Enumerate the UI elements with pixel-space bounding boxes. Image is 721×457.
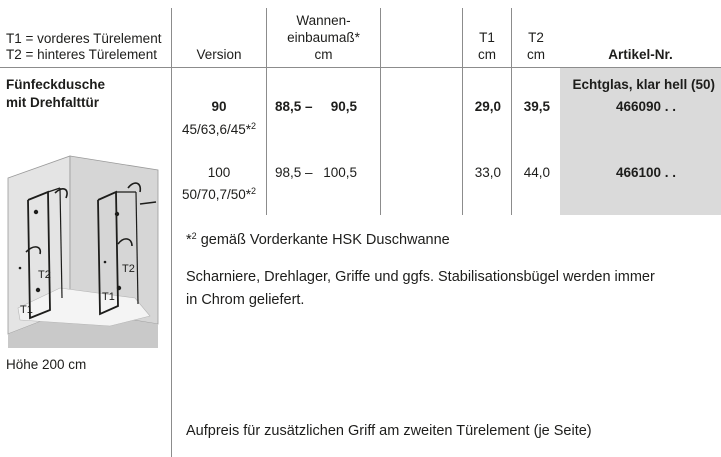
illustration-label-t1-right: T1 (102, 291, 115, 303)
product-height: Höhe 200 cm (6, 357, 87, 372)
illustration-right-handle (104, 261, 107, 264)
hinges-note: Scharniere, Drehlager, Griffe und ggfs. Stabilisationsbügel werden immer in Chrom geliefert. (186, 269, 655, 308)
product-title-line2: mit Drehfalttür (6, 95, 100, 110)
illustration-left-handle (19, 267, 22, 270)
row2-version-detail: 50/70,7/50*$^2$ (181, 186, 257, 202)
illustration-right-hinge-2 (117, 286, 121, 290)
footnote: *$^2$ gemäß Vorderkante HSK Duschwanne (186, 231, 450, 248)
illustration-label-t2-left: T2 (38, 269, 51, 281)
column-divider-wanne (380, 8, 381, 215)
header-rule (0, 67, 721, 68)
row1-version-detail: 45/63,6/45*$^2$ (181, 121, 257, 137)
row1-artikel: 466090 . . (615, 99, 676, 114)
illustration-right-hinge-1 (115, 212, 119, 216)
illustration-label-t2-right: T2 (122, 263, 135, 275)
shower-illustration (0, 148, 160, 348)
header-t2-unit: cm (527, 47, 545, 62)
glass-label: Echtglas, klar hell (50) (572, 77, 715, 92)
row1-wanne-from: 88,5 – (275, 99, 313, 114)
row2-wanne-from: 98,5 – (275, 165, 313, 180)
header-wanne-line2: einbaumaß* (287, 30, 360, 45)
row2-version: 100 (207, 165, 231, 180)
header-wanne-line1: Wannen- (296, 13, 351, 28)
illustration-left-hinge-1 (34, 210, 38, 214)
surcharge-note: Aufpreis für zusätzlichen Griff am zweiten Türelement (je Seite) (186, 423, 592, 439)
header-artikel: Artikel-Nr. (608, 47, 673, 62)
illustration-left-hinge-2 (36, 288, 40, 292)
row2-t1: 33,0 (474, 165, 501, 180)
row1-t2: 39,5 (523, 99, 550, 114)
header-t2: T2 (528, 30, 544, 45)
header-t1-unit: cm (478, 47, 496, 62)
legend-t2: T2 = hinteres Türelement (6, 47, 157, 62)
row1-wanne-to: 90,5 (330, 99, 357, 114)
product-title-line1: Fünfeckdusche (6, 77, 106, 92)
row1-t1: 29,0 (474, 99, 501, 114)
row2-wanne-to: 100,5 (323, 165, 357, 180)
row1-version: 90 (211, 99, 227, 114)
header-t1: T1 (479, 30, 495, 45)
row2-artikel: 466100 . . (615, 165, 676, 180)
illustration-label-t1-left: T1 (20, 304, 33, 316)
row2-t2: 44,0 (523, 165, 550, 180)
header-version: Version (196, 47, 242, 62)
column-divider-left (171, 8, 172, 457)
header-wanne-unit: cm (314, 47, 333, 62)
legend-t1: T1 = vorderes Türelement (6, 31, 162, 46)
